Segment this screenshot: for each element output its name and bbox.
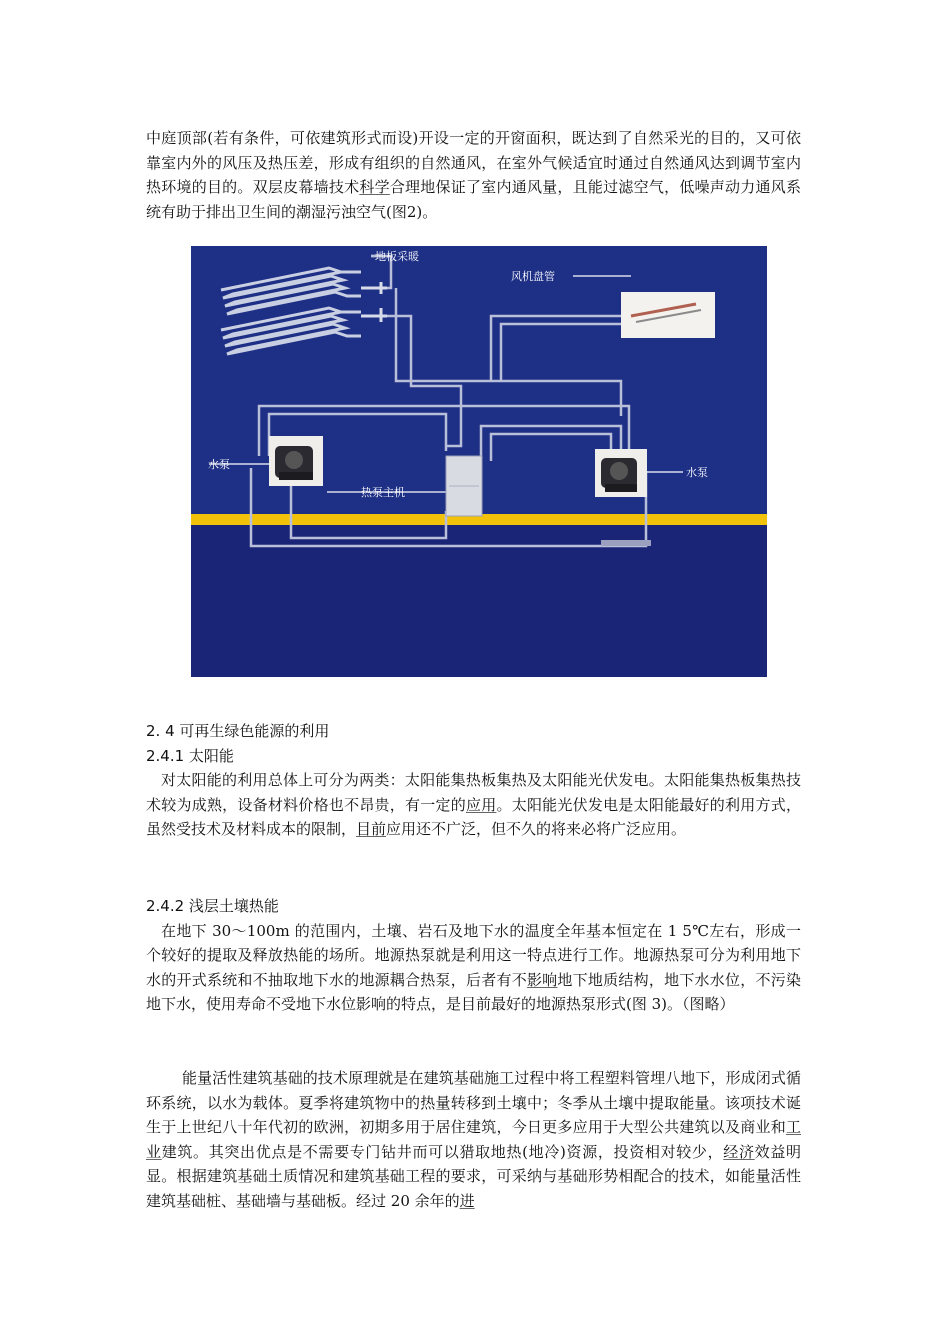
paragraph-soil-energy	[146, 919, 801, 1017]
foundation-text-a: 能量活性建筑基础的技术原理就是在建筑基础施工过程中将工程塑料管埋八地下，形成闭式循环系统，以水为载体。夏季将建筑物中的热量转移到土壤中；冬季从土壤中提取能量。该项技术诞生于上世纪八十年代初的欧洲，初期多用于居住建筑，今日更多应用于大型公共建筑以及商业和	[146, 1069, 801, 1137]
intro-paragraph	[146, 126, 801, 224]
soil-text-a: 在地下 30～100m 的范围内，土壤、岩石及地下水的温度全年基本恒定在 1 5℃左右，形成一个较好的提取及释放热能的场所。地源热泵就是利用这一特点进行工作。地源热泵可分为利用地下水的开式系统和不抽取地下水的地源耦合热泵，后者有不	[146, 921, 801, 989]
fan-coil-unit	[621, 292, 715, 338]
label-fan-coil: 风机盘管	[511, 270, 555, 283]
link-influence[interactable]: 影响	[526, 970, 558, 989]
heading-2-4-1: 2.4.1 太阳能	[146, 746, 234, 765]
link-science[interactable]: 科学	[359, 178, 390, 197]
link-currently[interactable]: 目前	[356, 820, 387, 839]
label-pump-right: 水泵	[686, 466, 708, 479]
solar-text-a: 对太阳能的利用总体上可分为两类：太阳能集热板集热及太阳能光伏发电。太阳能集热板集热技术较为成熟，设备材料价格也不昂贵，有一定的	[146, 771, 801, 814]
intro-section	[146, 126, 801, 224]
paragraph-energy-foundation	[146, 1066, 801, 1214]
section-2-4-2	[146, 894, 801, 1017]
below-ground-area	[191, 525, 767, 677]
section-energy-foundation	[146, 1066, 801, 1214]
intro-text-a: 中庭顶部(若有条件，可依建筑形式而设)开设一定的开窗面积，既达到了自然采光的目的，又可依靠室内外的风压及热压差，形成有组织的自然通风，在室外气候适宜时通过自然通风达到调节室内热环境的目的。双层皮幕墙技术	[146, 129, 801, 197]
label-pump-left: 水泵	[208, 458, 230, 471]
heading-2-4: 2. 4 可再生绿色能源的利用	[146, 722, 330, 740]
link-progress[interactable]: 进	[459, 1191, 475, 1210]
link-application[interactable]: 应用	[465, 795, 497, 814]
heading-2-4-2: 2.4.2 浅层土壤热能	[146, 897, 279, 915]
left-water-pump	[269, 436, 323, 486]
intro-text-b: 合理地保证了室内通风量，且能过滤空气，低噪声动力通风系统有助于排出卫生间的潮湿污浊空气(图2)。	[146, 178, 801, 221]
solar-text-c: 应用还不广泛，但不久的将来必将广泛应用。	[386, 820, 687, 839]
solar-text-b: 。太阳能光伏发电是太阳能最好的利用方式，虽然受技术及材料成本的限制，	[146, 795, 801, 839]
foundation-text-c: 效益明显。根据建筑基础土质情况和建筑基础工程的要求，可采纳与基础形势相配合的技术，如能量活性建筑基础桩、基础墙与基础板。经过 20 余年的	[146, 1142, 801, 1210]
heat-pump-unit	[446, 456, 482, 516]
soil-text-b: 地下地质结构，地下水水位，不污染地下水，使用寿命不受地下水位影响的特点，是目前最好的地源热泵形式(图 3)。（图略）	[146, 970, 801, 1014]
link-industry[interactable]: 工业	[146, 1118, 801, 1161]
section-2-4	[146, 719, 801, 842]
paragraph-solar	[146, 768, 801, 842]
foundation-text-b: 建筑。其突出优点是不需要专门钻井而可以猎取地热(地冷)资源，投资相对较少，	[161, 1142, 724, 1161]
label-heat-pump: 热泵主机	[361, 486, 405, 499]
right-water-pump	[595, 449, 647, 497]
figure-heat-pump-system	[191, 246, 767, 677]
link-economy[interactable]: 经济	[723, 1142, 755, 1161]
label-floor-heating: 地板采暖	[375, 250, 419, 263]
